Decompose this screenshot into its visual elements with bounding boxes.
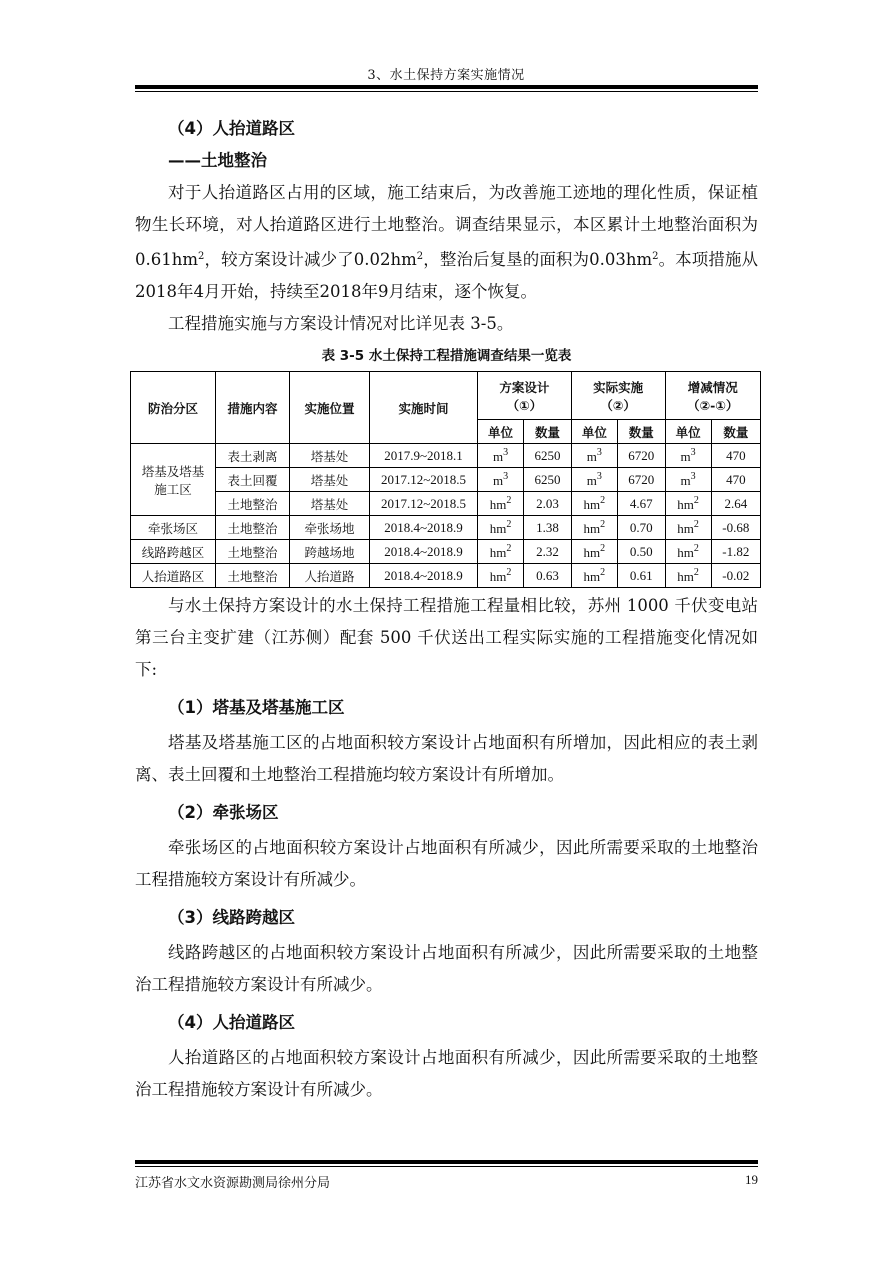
- unit-cell: [478, 564, 524, 588]
- unit-text: hm: [583, 496, 601, 512]
- unit-text: m: [493, 448, 504, 464]
- unit-text: hm: [677, 496, 694, 512]
- section-heading: （4）人抬道路区: [168, 119, 295, 138]
- table-title: 表 3-5 水土保持工程措施调查结果一览表: [321, 348, 572, 364]
- unit-text: hm: [489, 544, 507, 560]
- table-row: [131, 564, 761, 588]
- value-cell: 2.32: [524, 540, 572, 564]
- unit-cell: [665, 564, 711, 588]
- unit-cell: [478, 516, 524, 540]
- paragraph-comparison-intro: 与水土保持方案设计的水土保持工程措施工程量相比较，苏州 1000 千伏变电站第三台主变扩建（江苏侧）配套 500 千伏送出工程实际实施的工程措施变化情况如下:: [135, 596, 758, 679]
- value-cell: -0.02: [711, 564, 760, 588]
- table-row: [131, 540, 761, 564]
- unit-cell: [478, 468, 524, 492]
- col-header-actual: [571, 372, 665, 420]
- value-cell: 6720: [617, 468, 665, 492]
- paragraph-pulling-area: 牵张场区的占地面积较方案设计占地面积有所减少，因此所需要采取的土地整治工程措施较方案设计有所减少。: [135, 838, 758, 889]
- page-body: [135, 113, 758, 1106]
- value-cell: 1.38: [524, 516, 572, 540]
- time-cell: 2017.12~2018.5: [370, 492, 478, 516]
- unit-text: hm: [677, 520, 694, 536]
- location-cell: 跨越场地: [290, 540, 370, 564]
- value-cell: 2.03: [524, 492, 572, 516]
- unit-cell: [478, 540, 524, 564]
- measure-cell: 土地整治: [216, 492, 290, 516]
- unit-cell: [478, 444, 524, 468]
- value-cell: 470: [711, 444, 760, 468]
- text-segment: 对于人抬道路区占用的区域，施工结束后，为改善施工迹地的理化性质，保证植物生长环境，对人抬道路区进行土地整治。调查结果显示，本区累计土地整治面积为0.61hm: [135, 183, 758, 269]
- page-number: 19: [745, 1172, 758, 1187]
- superscript: 2: [600, 542, 606, 554]
- paragraph-tower-area: 塔基及塔基施工区的占地面积较方案设计占地面积有所增加，因此相应的表土剥离、表土回覆和土地整治工程措施均较方案设计有所增加。: [135, 733, 758, 784]
- running-header: 3、水土保持方案实施情况: [367, 68, 525, 83]
- value-cell: 0.70: [617, 516, 665, 540]
- col-header-change: [665, 372, 760, 420]
- unit-cell: [571, 516, 617, 540]
- table-row: [131, 444, 761, 468]
- subheader-unit: 单位: [665, 420, 711, 444]
- unit-cell: [571, 444, 617, 468]
- value-cell: 6250: [524, 468, 572, 492]
- table-row: [131, 492, 761, 516]
- header-text: 增减情况: [687, 379, 738, 395]
- superscript: 3: [503, 446, 509, 458]
- measure-cell: 土地整治: [216, 516, 290, 540]
- section-heading: （2）牵张场区: [168, 803, 279, 822]
- superscript: 2: [506, 542, 512, 554]
- header-rule-thick: [135, 85, 758, 89]
- paragraph-crossing-area: 线路跨越区的占地面积较方案设计占地面积有所减少，因此所需要采取的土地整治工程措施较方案设计有所减少。: [135, 943, 758, 994]
- superscript: 2: [600, 494, 606, 506]
- section-heading: （4）人抬道路区: [168, 1013, 295, 1032]
- subheader-qty: 数量: [711, 420, 760, 444]
- superscript: 2: [600, 566, 606, 578]
- unit-cell: [571, 468, 617, 492]
- value-cell: 0.61: [617, 564, 665, 588]
- time-cell: 2018.4~2018.9: [370, 540, 478, 564]
- unit-text: m: [680, 472, 691, 488]
- value-cell: -1.82: [711, 540, 760, 564]
- location-cell: 牵张场地: [290, 516, 370, 540]
- value-cell: 470: [711, 468, 760, 492]
- unit-text: m: [493, 472, 504, 488]
- table-row: [131, 468, 761, 492]
- unit-text: hm: [583, 520, 601, 536]
- zone-text: 塔基及塔基: [141, 463, 205, 479]
- unit-cell: [478, 492, 524, 516]
- unit-text: hm: [677, 568, 694, 584]
- unit-text: m: [586, 472, 597, 488]
- unit-text: hm: [489, 520, 507, 536]
- measure-cell: 表土剥离: [216, 444, 290, 468]
- superscript: 2: [506, 566, 512, 578]
- zone-cell: 线路跨越区: [131, 540, 216, 564]
- unit-cell: [665, 468, 711, 492]
- value-cell: 4.67: [617, 492, 665, 516]
- header-rule-thin: [135, 91, 758, 92]
- measure-cell: 表土回覆: [216, 468, 290, 492]
- text-segment: ，整治后复垦的面积为0.03hm: [423, 250, 653, 269]
- unit-text: hm: [583, 544, 601, 560]
- value-cell: 2.64: [711, 492, 760, 516]
- subheader-unit: 单位: [478, 420, 524, 444]
- value-cell: 6250: [524, 444, 572, 468]
- measures-table: [130, 371, 761, 588]
- unit-cell: [571, 492, 617, 516]
- superscript: 2: [416, 251, 424, 262]
- header-text: 实际实施: [593, 379, 644, 395]
- col-header-measure: 措施内容: [216, 372, 290, 444]
- text-segment: ，较方案设计减少了0.02hm: [204, 250, 417, 269]
- footer-rule-thin: [135, 1166, 758, 1167]
- paragraph-table-ref: 工程措施实施与方案设计情况对比详见表 3-5。: [168, 314, 514, 333]
- location-cell: 塔基处: [290, 492, 370, 516]
- unit-cell: [665, 444, 711, 468]
- unit-cell: [571, 564, 617, 588]
- superscript: 2: [506, 518, 512, 530]
- paragraph-land-rehab: [135, 177, 758, 308]
- header-text: 方案设计: [499, 379, 550, 395]
- subheader-qty: 数量: [524, 420, 572, 444]
- subheader-unit: 单位: [571, 420, 617, 444]
- measure-cell: 土地整治: [216, 540, 290, 564]
- time-cell: 2018.4~2018.9: [370, 564, 478, 588]
- unit-text: hm: [677, 544, 694, 560]
- superscript: 2: [600, 518, 606, 530]
- superscript: 2: [506, 494, 512, 506]
- header-subtext: （①）: [506, 397, 543, 413]
- col-header-design: [478, 372, 572, 420]
- location-cell: 塔基处: [290, 444, 370, 468]
- unit-text: m: [586, 448, 597, 464]
- time-cell: 2017.12~2018.5: [370, 468, 478, 492]
- unit-cell: [665, 492, 711, 516]
- superscript: 2: [693, 566, 699, 578]
- paragraph-road-area: 人抬道路区的占地面积较方案设计占地面积有所减少，因此所需要采取的土地整治工程措施较方案设计有所减少。: [135, 1048, 758, 1099]
- col-header-location: 实施位置: [290, 372, 370, 444]
- zone-cell: [131, 444, 216, 516]
- value-cell: -0.68: [711, 516, 760, 540]
- value-cell: 0.50: [617, 540, 665, 564]
- footer-rule-thick: [135, 1160, 758, 1164]
- header-subtext: （②）: [600, 397, 636, 413]
- measure-cell: 土地整治: [216, 564, 290, 588]
- unit-cell: [571, 540, 617, 564]
- location-cell: 人抬道路: [290, 564, 370, 588]
- superscript: 3: [596, 470, 602, 482]
- superscript: 2: [693, 518, 699, 530]
- section-heading: （3）线路跨越区: [168, 908, 295, 927]
- zone-text: 施工区: [154, 481, 192, 497]
- superscript: 3: [503, 470, 509, 482]
- unit-text: hm: [489, 568, 507, 584]
- location-cell: 塔基处: [290, 468, 370, 492]
- col-header-zone: 防治分区: [131, 372, 216, 444]
- superscript: 3: [690, 470, 696, 482]
- superscript: 2: [652, 251, 659, 262]
- text-segment: 。本项措施从2018年4月开始，持续至2018年9月结束，逐个恢复。: [135, 250, 759, 301]
- footer-organization: 江苏省水文水资源勘测局徐州分局: [135, 1176, 331, 1191]
- superscript: 2: [198, 251, 205, 262]
- table-row: [131, 516, 761, 540]
- time-cell: 2018.4~2018.9: [370, 516, 478, 540]
- section-heading: （1）塔基及塔基施工区: [168, 698, 345, 717]
- superscript: 3: [596, 446, 602, 458]
- unit-text: hm: [489, 496, 507, 512]
- superscript: 2: [693, 494, 699, 506]
- unit-cell: [665, 516, 711, 540]
- unit-text: hm: [583, 568, 601, 584]
- zone-cell: 牵张场区: [131, 516, 216, 540]
- subheader-qty: 数量: [617, 420, 665, 444]
- zone-cell: 人抬道路区: [131, 564, 216, 588]
- header-subtext: （②-①）: [687, 397, 739, 413]
- superscript: 3: [690, 446, 696, 458]
- unit-text: m: [680, 448, 691, 464]
- time-cell: 2017.9~2018.1: [370, 444, 478, 468]
- subsection-heading: ——土地整治: [168, 151, 267, 170]
- superscript: 2: [693, 542, 699, 554]
- value-cell: 0.63: [524, 564, 572, 588]
- unit-cell: [665, 540, 711, 564]
- value-cell: 6720: [617, 444, 665, 468]
- col-header-time: 实施时间: [370, 372, 478, 444]
